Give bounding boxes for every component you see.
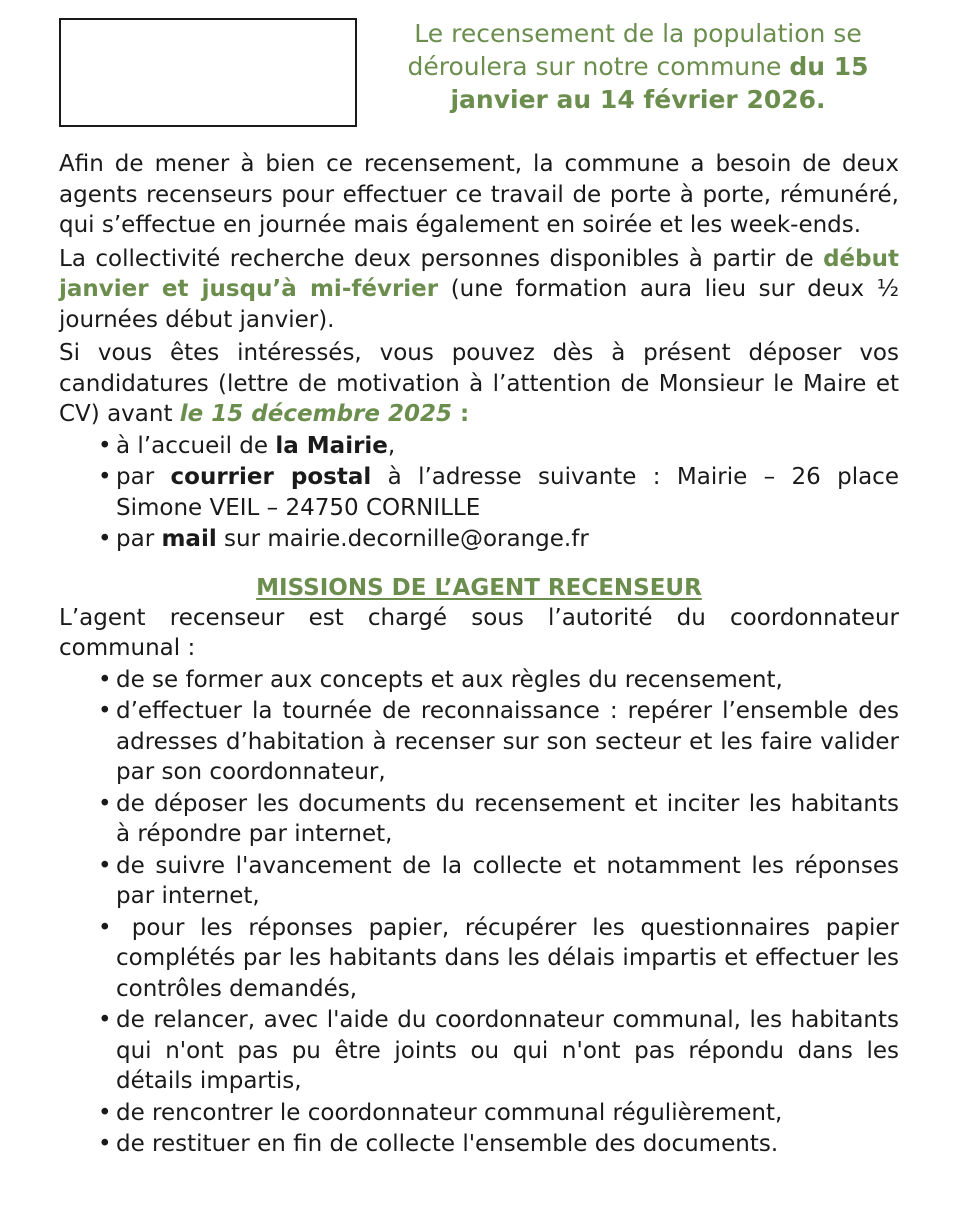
application-methods-list	[59, 431, 899, 555]
list-item	[59, 696, 899, 788]
application-deadline: le 15 décembre 2025	[179, 401, 452, 427]
mission-text: d’effectuer la tournée de reconnaissance : repérer l’ensemble des adresses d’habitation à recenser sur son secteur et les faire valider par son coordonnateur,	[116, 698, 899, 785]
list-item	[59, 462, 899, 523]
application-colon: :	[452, 401, 470, 427]
paragraph-application	[59, 338, 899, 430]
header-announcement	[357, 17, 899, 116]
method-1-pre: à l’accueil de	[116, 432, 276, 459]
method-2-pre: par	[116, 464, 171, 490]
list-item	[59, 665, 899, 696]
paragraph-availability	[59, 244, 899, 336]
bullet: •	[98, 432, 112, 459]
image-placeholder	[59, 18, 357, 127]
method-3-post: sur mairie.decornille@orange.fr	[216, 526, 589, 552]
missions-intro: L’agent recenseur est chargé sous l’autorité du coordonnateur communal :	[59, 604, 899, 661]
header-line-2-bold: du 15	[789, 52, 869, 81]
list-item	[59, 913, 899, 1005]
missions-title: MISSIONS DE L’AGENT RECENSEUR	[256, 574, 702, 601]
paragraph-agents-needed: Afin de mener à bien ce recensement, la commune a besoin de deux agents recenseurs pour effectuer ce travail de porte à porte, rémunéré, qui s’effectue en journée mais également en soirée et les week-ends.	[59, 151, 899, 238]
missions-list	[59, 665, 899, 1160]
document-page	[59, 18, 899, 1160]
bullet: •	[98, 698, 112, 724]
bullet: •	[98, 914, 112, 941]
list-item	[59, 431, 899, 462]
list-item	[59, 1098, 899, 1129]
availability-text-post: (une formation aura lieu sur deux ½ journées début janvier).	[59, 276, 900, 333]
list-item	[59, 1005, 899, 1097]
header-line-1: Le recensement de la population se	[414, 19, 862, 48]
method-2-bold: courrier postal	[170, 464, 372, 490]
list-item	[59, 1129, 899, 1160]
header	[59, 18, 899, 146]
header-line-2-text: déroulera sur notre commune	[407, 52, 790, 81]
bullet: •	[98, 464, 112, 490]
bullet: •	[98, 526, 112, 552]
list-item	[59, 524, 899, 555]
mission-text: de se former aux concepts et aux règles du recensement,	[116, 666, 783, 693]
mission-text: de relancer, avec l'aide du coordonnateur communal, les habitants qui n'ont pas pu être joints ou qui n'ont pas répondu dans les détails impartis,	[116, 1007, 899, 1094]
availability-text-pre: La collectivité recherche deux personnes disponibles à partir de	[59, 245, 824, 272]
header-line-3: janvier au 14 février 2026.	[450, 85, 826, 114]
header-line-2	[377, 50, 899, 83]
list-item	[59, 789, 899, 850]
mission-text: pour les réponses papier, récupérer les questionnaires papier complétés par les habitants dans les délais impartis et effectuer les contrôles demandés,	[116, 914, 899, 1002]
availability-period: début janvier et jusqu’à mi-février	[59, 245, 899, 302]
bullet: •	[98, 1099, 112, 1126]
bullet: •	[98, 852, 112, 879]
bullet: •	[98, 1007, 112, 1033]
method-3-bold: mail	[161, 526, 217, 552]
method-1-bold: la Mairie	[275, 432, 388, 459]
bullet: •	[98, 790, 112, 817]
mission-text: de restituer en fin de collecte l'ensemble des documents.	[116, 1131, 779, 1157]
mission-text: de rencontrer le coordonnateur communal régulièrement,	[116, 1099, 783, 1126]
application-text-pre: Si vous êtes intéressés, vous pouvez dès à présent déposer vos candidatures (lettre de motivation à l’attention de Monsieur le Maire et CV) avant	[59, 340, 899, 427]
method-2-post: à l’adresse suivante : Mairie – 26 place Simone VEIL – 24750 CORNILLE	[116, 464, 899, 521]
bullet: •	[98, 1131, 112, 1157]
list-item	[59, 851, 899, 912]
bullet: •	[98, 666, 112, 693]
mission-text: de suivre l'avancement de la collecte et notamment les réponses par internet,	[116, 852, 899, 909]
method-3-pre: par	[116, 526, 162, 552]
method-1-post: ,	[387, 432, 396, 459]
mission-text: de déposer les documents du recensement et inciter les habitants à répondre par internet,	[116, 790, 899, 847]
